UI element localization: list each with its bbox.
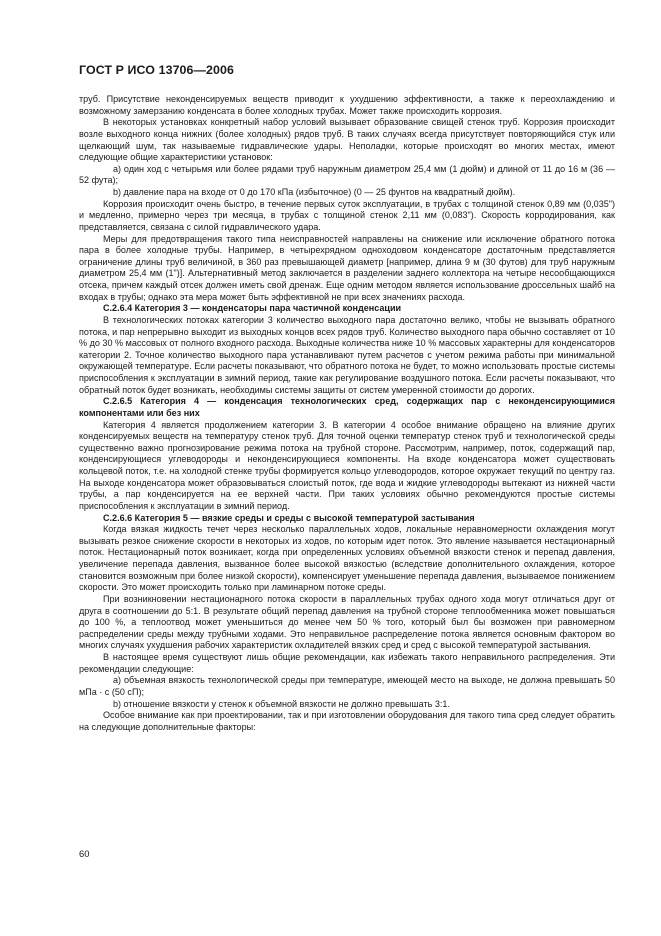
section-heading: С.2.6.5 Категория 4 — конденсация технологических сред, содержащих пар с неконденсирующимися компонентами или без них [79, 396, 615, 418]
paragraph: При возникновении нестационарного потока скорости в параллельных трубах одного хода могут отличаться друг от друга в соотношении до 5:1. В результате общий перепад давления на трубной стороне теплообменника может повышаться до 100 %, а теплоотвод может уменьшиться до менее чем 50 % того, который был бы возможен при равномерном распределении среды между трубными ходами. Это неправильное распределение потока является основным фактором во многих случаях ухудшения рабочих характеристик охладителей вязких сред и сред с высокой температурой застывания. [79, 593, 615, 651]
paragraph: труб. Присутствие неконденсируемых веществ приводит к ухудшению эффективности, а также к переохлаждению и возможному замерзанию конденсата в более холодных трубах. Может также происходить коррозия. [79, 94, 615, 116]
page-number: 60 [79, 848, 90, 859]
paragraph: В настоящее время существуют лишь общие рекомендации, как избежать такого неправильного распределения. Эти рекомендации следующие: [79, 652, 615, 674]
paragraph: Особое внимание как при проектировании, так и при изготовлении оборудования для такого типа сред следует обратить на следующие дополнительные факторы: [79, 710, 615, 732]
standard-header: ГОСТ Р ИСО 13706—2006 [79, 63, 234, 77]
section-heading: С.2.6.6 Категория 5 — вязкие среды и среды с высокой температурой застывания [103, 512, 475, 523]
list-item: b) отношение вязкости у стенок к объемной вязкости не должно превышать 3:1. [113, 698, 450, 709]
paragraph: Когда вязкая жидкость течет через несколько параллельных ходов, локальные неравномерности охлаждения могут вызывать резкое снижение скорости в некоторых из ходов, по которым идет поток. Это явление называется нестационарный поток. Нестационарный поток возникает, когда при определенных условиях объемной вязкости стенок и перепад давления, увеличение перепада давления, вызванное более высокой вязкостью (вследствие дополнительного охлаждения, которое становится возможным при более низкой скорости), компенсирует уменьшение перепада давления, вызываемое понижением скорости. Это может происходить только при ламинарном потоке среды. [79, 524, 615, 593]
paragraph: Меры для предотвращения такого типа неисправностей направлены на снижение или исключение обратного потока пара в более холодные трубы. Например, в четырехрядном одноходовом конденсаторе достаточным представляется ограничение длины труб величиной, в 360 раз превышающей диаметр [например, длина 9 м (30 футов) для труб наружным диаметром 25,4 мм (1")]. Альтернативный метод заключается в разделении заднего коллектора на четыре несообщающихся отсека, причем каждый отсек должен иметь свой дренаж. Еще одним методом является использование дроссельных шайб на входах в трубы; однако эта мера может быть эффективной не при всех значениях расхода. [79, 233, 615, 302]
list-item: b) давление пара на входе от 0 до 170 кПа (избыточное) (0 — 25 фунтов на квадратный дюйм). [113, 187, 516, 197]
paragraph: Коррозия происходит очень быстро, в течение первых суток эксплуатации, в трубах с толщиной стенок 0,89 мм (0,035") и медленно, примерно через три месяца, в трубах с толщиной стенок 2,11 мм (0,083"). Скорость корродирования, как представляется, связана с силой гидравлического удара. [79, 198, 615, 232]
paragraph: Категория 4 является продолжением категории 3. В категории 4 особое внимание обращено на влияние других конденсируемых веществ на температуру стенок труб. Для точной оценки температур стенок труб и технологической среды существенно важно прогнозирование режима потока на трубной стороне. Рассмотрим, например, поток, содержащий пар, конденсирующиеся углеводороды и неконденсирующиеся компоненты. На входе конденсатора может существовать кольцевой поток, т.е. на холодной стенке трубы формируется кольцо углеводородов, которое окружает текущий по центру газ. На выходе конденсатора может образовываться слоистый поток, где вода и жидкие углеводороды вытекают из нижней части трубы, а пар конденсируется на ее верхней части. При таких условиях обычно рекомендуются простые системы приспособления к эксплуатации в зимний период. [79, 419, 615, 511]
section-heading: С.2.6.4 Категория 3 — конденсаторы пара частичной конденсации [103, 303, 402, 314]
body-text [79, 94, 615, 733]
list-item: a) один ход с четырьмя или более рядами труб наружным диаметром 25,4 мм (1 дюйм) и длиной от 11 до 16 м (36 — 52 фута); [79, 163, 615, 186]
paragraph: В технологических потоках категории 3 количество выходного пара достаточно велико, чтобы не вызывать обратного потока, и пар непрерывно выходит из выходных концов всех рядов труб. Количество выходного пара обычно составляет от 10 % до 30 % массовых от полного входного расхода. Выходные количества ниже 10 % массовых характерны для конденсаторов категории 2. Точное количество выходного пара устанавливают путем расчетов с учетом режима работы при минимальной окружающей температуре. Если расчеты показывают, что обратного потока не будет, то можно использовать простые системы приспособления к эксплуатации в зимний период, такие как регулирование воздушного потока. Если расчеты показывают, что обратный поток будет возникать, необходимы системы защиты от систем умеренной стоимости до дорогих. [79, 314, 615, 395]
list-item: a) объемная вязкость технологической среды при температуре, имеющей место на выходе, не должна превышать 50 мПа · с (50 сП); [79, 675, 615, 697]
paragraph: В некоторых установках конкретный набор условий вызывает образование свищей стенок труб. Коррозия происходит возле выходного конца нижних (более холодных) рядов труб. В таких случаях всегда присутствует повторяющийся стук или щелкающий шум, так называемые гидравлические удары. Неполадки, которые происходят во многих местах, имеют следующие общие характеристики установок: [79, 117, 615, 163]
